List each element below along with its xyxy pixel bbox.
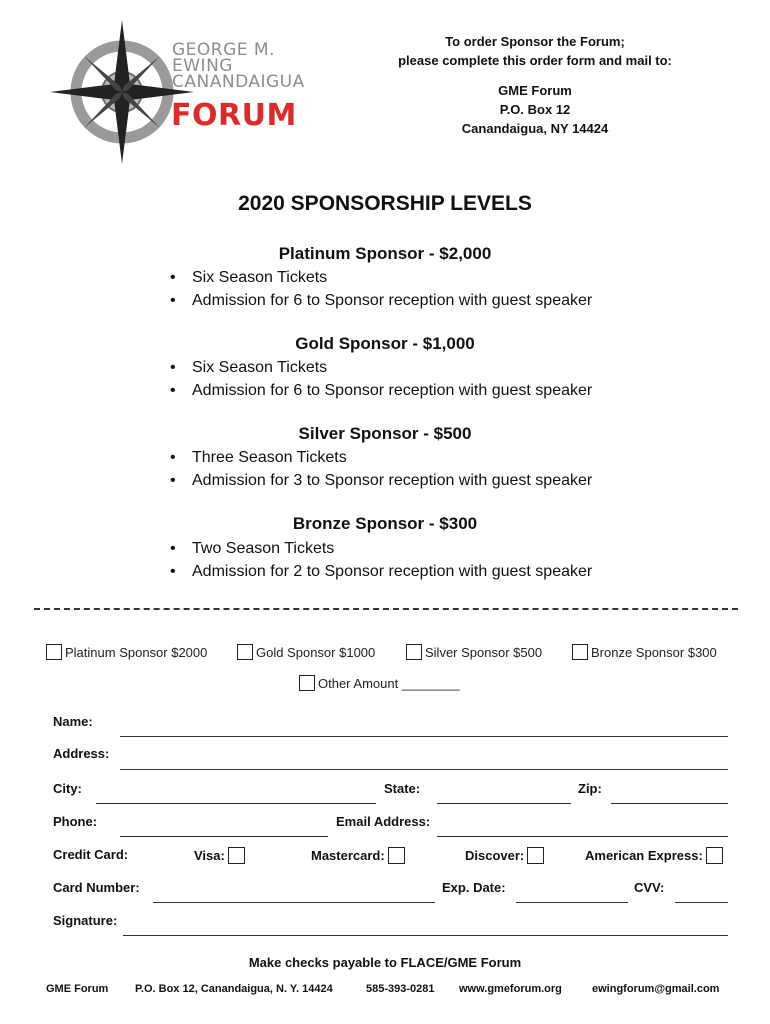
gold-option-label: Gold Sponsor $1000 <box>256 644 376 660</box>
header-org: GME Forum <box>498 83 572 98</box>
other-amount-option[interactable] <box>299 675 460 691</box>
bronze-option[interactable] <box>572 644 717 660</box>
silver-option[interactable] <box>406 644 542 660</box>
header-city: Canandaigua, NY 14424 <box>461 121 609 136</box>
header-pobox: P.O. Box 12 <box>499 102 571 117</box>
logo-forum: FORUM <box>171 98 297 133</box>
checkbox[interactable] <box>388 847 405 864</box>
list-item: • Admission for 3 to Sponsor reception with guest speaker <box>168 469 592 492</box>
card-number-field[interactable] <box>153 902 435 903</box>
phone-label: Phone: <box>53 814 98 829</box>
bronze-heading: Bronze Sponsor - $300 <box>292 514 478 533</box>
state-field[interactable] <box>437 803 571 804</box>
email-label: Email Address: <box>336 814 431 829</box>
amex-label: American Express: <box>585 848 703 863</box>
card-number-label: Card Number: <box>53 880 140 895</box>
gold-option[interactable] <box>237 644 375 660</box>
address-field[interactable] <box>120 769 728 770</box>
header-line-2: please complete this order form and mail to: <box>398 53 672 68</box>
gold-heading: Gold Sponsor - $1,000 <box>295 334 475 353</box>
discover-label: Discover: <box>465 848 525 863</box>
zip-field[interactable] <box>611 803 728 804</box>
list-item: • Six Season Tickets <box>168 356 592 379</box>
amex-option[interactable] <box>585 847 726 864</box>
zip-label: Zip: <box>578 781 602 796</box>
list-item: • Three Season Tickets <box>168 446 592 469</box>
platinum-heading: Platinum Sponsor - $2,000 <box>278 244 492 263</box>
checkbox[interactable] <box>572 644 588 660</box>
signature-label: Signature: <box>53 913 118 928</box>
logo <box>44 18 305 168</box>
checkbox[interactable] <box>228 847 245 864</box>
cut-line <box>34 608 738 610</box>
bronze-option-label: Bronze Sponsor $300 <box>591 644 717 660</box>
platinum-option[interactable] <box>46 644 207 660</box>
footer-website[interactable]: www.gmeforum.org <box>459 983 562 995</box>
footer-org: GME Forum <box>46 983 109 995</box>
cvv-field[interactable] <box>675 902 728 903</box>
gold-benefits <box>168 356 592 402</box>
list-item: • Two Season Tickets <box>168 537 592 560</box>
footer-email[interactable]: ewingforum@gmail.com <box>592 983 720 995</box>
address-label: Address: <box>53 746 110 761</box>
checkbox[interactable] <box>406 644 422 660</box>
logo-line-1: GEORGE M. <box>172 40 275 60</box>
silver-option-label: Silver Sponsor $500 <box>425 644 543 660</box>
list-item: • Admission for 6 to Sponsor reception with guest speaker <box>168 379 592 402</box>
list-item: • Admission for 6 to Sponsor reception with guest speaker <box>168 289 592 312</box>
exp-date-label: Exp. Date: <box>442 880 506 895</box>
checks-payable-note: Make checks payable to FLACE/GME Forum <box>248 955 522 970</box>
logo-line-3: CANANDAIGUA <box>172 72 305 92</box>
state-label: State: <box>384 781 421 796</box>
footer-phone: 585-393-0281 <box>366 983 435 995</box>
other-amount-label: Other Amount ________ <box>318 675 460 691</box>
page-title: 2020 SPONSORSHIP LEVELS <box>238 192 532 215</box>
email-field[interactable] <box>437 836 728 837</box>
name-field[interactable] <box>120 736 728 737</box>
visa-label: Visa: <box>194 848 225 863</box>
platinum-option-label: Platinum Sponsor $2000 <box>65 644 208 660</box>
checkbox[interactable] <box>706 847 723 864</box>
silver-benefits <box>168 446 592 492</box>
checkbox[interactable] <box>237 644 253 660</box>
mastercard-option[interactable] <box>311 847 408 864</box>
list-item: • Six Season Tickets <box>168 266 592 289</box>
logo-line-2: EWING <box>172 56 233 76</box>
bronze-benefits <box>168 537 592 583</box>
signature-field[interactable] <box>123 935 728 936</box>
exp-date-field[interactable] <box>516 902 628 903</box>
phone-field[interactable] <box>120 836 328 837</box>
city-label: City: <box>53 781 82 796</box>
checkbox[interactable] <box>299 675 315 691</box>
credit-card-label: Credit Card: <box>53 847 129 862</box>
name-label: Name: <box>53 714 93 729</box>
silver-heading: Silver Sponsor - $500 <box>298 424 472 443</box>
mastercard-label: Mastercard: <box>311 848 385 863</box>
city-field[interactable] <box>96 803 376 804</box>
header-line-1: To order Sponsor the Forum; <box>445 34 625 49</box>
discover-option[interactable] <box>465 847 547 864</box>
cvv-label: CVV: <box>634 880 665 895</box>
list-item: • Admission for 2 to Sponsor reception with guest speaker <box>168 560 592 583</box>
checkbox[interactable] <box>527 847 544 864</box>
mailing-info <box>380 32 690 138</box>
platinum-benefits <box>168 266 592 312</box>
checkbox[interactable] <box>46 644 62 660</box>
visa-option[interactable] <box>194 847 248 864</box>
footer-address: P.O. Box 12, Canandaigua, N. Y. 14424 <box>135 983 333 995</box>
